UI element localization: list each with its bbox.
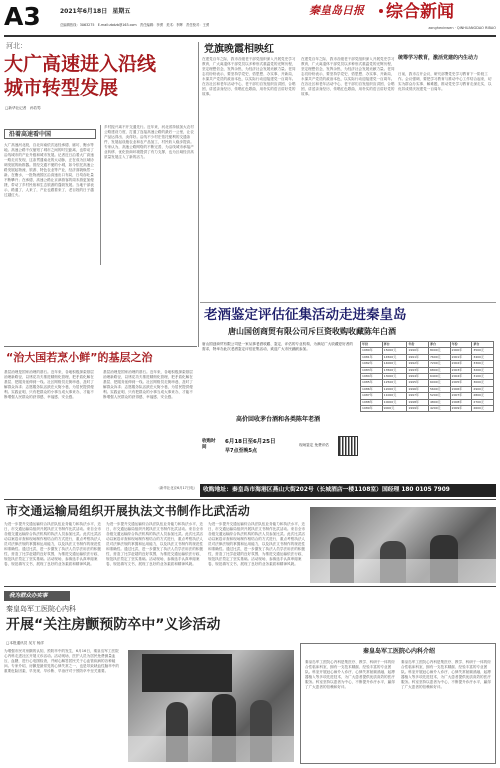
main-article xyxy=(4,40,196,268)
ad-subheadline: 唐山国创商贸有限公司斥巨资收购收藏陈年白酒 xyxy=(228,327,396,336)
right-top-headline: 党旗晚霞相映红 xyxy=(204,44,274,55)
side-box xyxy=(300,643,496,764)
main-body-col1: 大广高速河北段，自北向南依次途经承德、廊坊、衡水等地。高速公路不仅缩短了城市之间的时空距离，也带动了沿线城市的产业升级和城市发展。记者近日沿着大广高速一路走访发现，这条贯通南北的大动脉，正在成为区域协调发展的助推器。曾经交通不便的小城，如今依托高速公路发展起物流、旅游、特色农业等产业，经济面貌焕然一新。在衡水，一批物流园区沿高速出口布局，日均吞吐量不断攀升；在承德，高速公路让京津游客的周末游更加便捷，带动了乡村民宿和生态旅游的蓬勃发展。当地干部表示，路通了，人来了，产业也跟着来了，老百姓的日子越过越红火。 xyxy=(4,143,94,197)
column-divider xyxy=(100,125,101,265)
ad-table-cell: 6000元 xyxy=(429,380,451,386)
editor-line: 总编辑热线：3063275 E-mail:zbdzb@163.com 责任编辑：李勇 美术：李辉 责任校对：王勇 xyxy=(60,23,210,27)
banner-box xyxy=(4,591,70,601)
section-dot xyxy=(379,9,383,13)
ad-table-cell: 3000元 xyxy=(472,380,494,386)
bottom-headline: 开展“关注房颤预防卒中”义诊活动 xyxy=(6,617,221,633)
main-kicker: 河北： xyxy=(6,42,27,50)
ad-table-cell: 2004年 xyxy=(450,374,472,380)
middle-body-col2: 为进一步提升交通运输综合执法队伍业务能力和执法水平，近日，市交通运输局组织开展执法文书制作比武活动。来自全市各级交通运输综合执法机构的执法人员参加比武。此次比武活动以案卷评查和现场制作相结合的方式进行，重点考察执法人员对法律法规的掌握和运用能力，以及执法文书制作的规范性和准确性。通过比武，进一步激发了执法人员学法用法的积极性，营造了比学赶超的良好氛围，为推进交通运输依法行政、规范执法奠定了坚实基础。活动现场，参赛选手认真审阅案卷，规范填写文书，展现了良好的业务素质和精神风貌。 xyxy=(106,522,204,566)
banner-text: 我为群众办实事 xyxy=(9,593,48,599)
ad-table-cell: 2002年 xyxy=(450,361,472,367)
bottom-photo xyxy=(128,650,294,762)
sub-heading: 沿着高速看中国 xyxy=(9,131,52,138)
middle-rule xyxy=(4,499,496,500)
main-byline: □新华社记者 孙若男 xyxy=(5,106,41,110)
ad-table-cell: 2007年 xyxy=(450,393,472,399)
ad-table-cell: 3200元 xyxy=(472,367,494,373)
ad-table-cell: 3400元 xyxy=(472,354,494,360)
ad-table-cell: 2009年 xyxy=(450,406,472,412)
main-headline-line2: 城市转型发展 xyxy=(4,77,119,99)
page-header xyxy=(0,0,500,40)
ad-table-cell: 13000元 xyxy=(382,374,407,380)
middle-body-col3: 为进一步提升交通运输综合执法队伍业务能力和执法水平，近日，市交通运输局组织开展执法文书制作比武活动。来自全市各级交通运输综合执法机构的执法人员参加比武。此次比武活动以案卷评查和现场制作相结合的方式进行，重点考察执法人员对法律法规的掌握和运用能力，以及执法文书制作的规范性和准确性。通过比武，进一步激发了执法人员学法用法的积极性，营造了比学赶超的良好氛围，为推进交通运输依法行政、规范执法奠定了坚实基础。活动现场，参赛选手认真审阅案卷，规范填写文书，展现了良好的业务素质和精神风貌。 xyxy=(208,522,306,566)
photo-desk xyxy=(310,559,496,583)
right-top2-headline: 统筹学习教育，激活党建的内生动力 xyxy=(398,55,479,61)
ad-table-cell: 5600元 xyxy=(429,386,451,392)
ad-table-cell: 1999年 xyxy=(407,406,429,412)
ad-table-cell: 1990年 xyxy=(407,348,429,354)
ad-table-cell: 14000元 xyxy=(382,361,407,367)
bottom-left-article xyxy=(4,348,197,500)
ad-table-cell: 6800元 xyxy=(429,367,451,373)
ad-table-cell: 14500元 xyxy=(382,354,407,360)
side-title: 秦皇岛军工医院心内科介绍 xyxy=(362,648,435,655)
bottom-section xyxy=(4,588,496,766)
ad-table-cell: 2000年 xyxy=(450,348,472,354)
ad-hotline: 现场鉴定 免费评估 xyxy=(299,443,329,447)
ad-table-cell: 15000元 xyxy=(382,348,407,354)
ad-table-cell: 1985年 xyxy=(361,380,383,386)
ad-table-cell: 1984年 xyxy=(361,374,383,380)
sub-heading-box xyxy=(4,129,96,139)
ad-table-cell: 2600元 xyxy=(472,406,494,412)
date-text: 2021年6月18日 xyxy=(60,8,108,15)
ad-high-price: 高价回收茅台酒和各类陈年老酒 xyxy=(235,416,320,423)
ad-table-cell: 2001年 xyxy=(450,354,472,360)
side-body-col1: 秦皇岛军工医院心内科是集医疗、教学、科研于一体的综合性临床科室，拥有一支技术精湛、经验丰富的专业团队。科室开展冠心病介入诊疗、心律失常射频消融、起搏器植入等多项先进技术，为广大患者提供优质高效的医疗服务。科室坚持以患者为中心，不断提升诊疗水平，赢得了广大患者的信赖和好评。 xyxy=(305,660,395,689)
ad-table-cell: 2700元 xyxy=(472,399,494,405)
ad-table-cell: 7600元 xyxy=(429,354,451,360)
ad-dates: 6月18日至6月25日 xyxy=(225,439,276,445)
section-pinyin: zonghexinwen · QINHUANGDAO RIBAO xyxy=(428,26,496,30)
bottom-left-headline: “治大国若烹小鲜”的基层之治 xyxy=(6,351,153,364)
ad-table-cell: 3100元 xyxy=(472,374,494,380)
photo-banner xyxy=(142,654,232,692)
ad-table-cell: 1980年 xyxy=(361,348,383,354)
ad-table-cell: 2003年 xyxy=(450,367,472,373)
photo-table xyxy=(128,736,294,762)
ad-table-cell: 1983年 xyxy=(361,367,383,373)
side-body-col2: 秦皇岛军工医院心内科是集医疗、教学、科研于一体的综合性临床科室，拥有一支技术精湛、经验丰富的专业团队。科室开展冠心病介入诊疗、心律失常射频消融、起搏器植入等多项先进技术，为广大患者提供优质高效的医疗服务。科室坚持以患者为中心，不断提升诊疗水平，赢得了广大患者的信赖和好评。 xyxy=(401,660,491,689)
ad-table-cell: 2008年 xyxy=(450,399,472,405)
header-rule xyxy=(4,35,496,37)
issue-date xyxy=(60,8,130,16)
bottom-left-rule xyxy=(4,346,197,347)
ad-table-cell: 7200元 xyxy=(429,361,451,367)
ad-body: 唐山国创商贸有限公司是一家从事老酒收藏、鉴定、评估的专业机构，为满足广大收藏爱好者的需求，特举办此次老酒鉴定评估征集活动，欢迎广大市民踊跃参加。 xyxy=(202,342,353,351)
ad-table-cell: 3500元 xyxy=(472,348,494,354)
ad-table-cell: 1993年 xyxy=(407,367,429,373)
ad-block xyxy=(200,302,496,497)
ad-hours: 早7点至晚5点 xyxy=(225,448,257,454)
bottom-rule xyxy=(4,586,496,587)
ad-table-cell: 10000元 xyxy=(382,399,407,405)
right-top-article-2 xyxy=(398,40,496,302)
ad-table-cell: 4200元 xyxy=(429,406,451,412)
bottom-body: 为增强市民对房颤的认知，预防卒中的发生，6月16日，秦皇岛军工医院心内科走进社区开展义诊活动。活动现场，医护人员为居民免费测量血压、血糖，进行心电图检查，并耐心解答居民关于心血管疾病的各种疑问。专家介绍，房颤是最常见的心律失常之一，也是导致缺血性脑卒中的重要危险因素，早发现、早诊断、早治疗对于预防卒中至关重要。 xyxy=(4,649,119,673)
ad-table-row xyxy=(361,406,494,412)
section-title: 综合新闻 xyxy=(386,2,454,22)
ad-table-cell: 1995年 xyxy=(407,380,429,386)
paper-name: 秦皇岛日报 xyxy=(309,4,364,17)
ad-table-cell: 1981年 xyxy=(361,354,383,360)
ad-table-cell: 5200元 xyxy=(429,393,451,399)
middle-body-col1: 为进一步提升交通运输综合执法队伍业务能力和执法水平，近日，市交通运输局组织开展执法文书制作比武活动。来自全市各级交通运输综合执法机构的执法人员参加比武。此次比武活动以案卷评查和现场制作相结合的方式进行，重点考察执法人员对法律法规的掌握和运用能力，以及执法文书制作的规范性和准确性。通过比武，进一步激发了执法人员学法用法的积极性，营造了比学赶超的良好氛围，为推进交通运输依法行政、规范执法奠定了坚实基础。活动现场，参赛选手认真审阅案卷，规范填写文书，展现了良好的业务素质和精神风貌。 xyxy=(4,522,102,566)
ad-table-header-cell: 年份 xyxy=(361,342,383,348)
right-column-divider xyxy=(198,42,199,347)
ad-table-cell: 1986年 xyxy=(361,386,383,392)
ad-table-cell: 4800元 xyxy=(429,399,451,405)
right-top-body-col1: 在建党百年之际，我市各级老干部党组织深入开展党史学习教育，广大离退休干部党员以多种形式重温党的光辉历程，坚定理想信念，发挥余热，为经济社会发展贡献力量。老同志们纷纷表示，要坚持学党史、悟思想、办实事、开新局，永葆共产党员的政治本色，以实际行动迎接建党一百周年。在各社区和老年活动中心，老干部们自发组织宣讲团、合唱团，讲述亲身经历，传唱红色歌曲，用朴实的语言讲好党的故事。 xyxy=(202,57,296,96)
ad-address-bar: 收购地址：秦皇岛市海港区燕山大街202号（长城酒店一楼1108室）国经理 180 0105 7909 xyxy=(200,484,496,497)
ad-price-table xyxy=(360,341,494,412)
ad-table-header-cell: 茅台 xyxy=(429,342,451,348)
bottom-left-body-col2: 基层治理是国家治理的基石。近年来，各地积极探索基层治理新路径，以绣花功夫推进精细化管理，把矛盾化解在基层、把服务延伸到一线。社区网格员走街串巷，及时了解群众诉求；志愿服务队活跃在大街小巷，为居民提供便利。实践证明，只有把群众的小事当成大事来办，才能不断增强人民群众的获得感、幸福感、安全感。 xyxy=(103,370,193,399)
right-top2-body: 日前，我市召开会议，研究部署党史学习教育下一阶段工作。会议强调，要把学习教育与推动中心工作结合起来，切实为群众办实事、解难题，推动党史学习教育走深走实，以优异成绩庆祝建党一百周年。 xyxy=(398,72,492,91)
ad-table-cell: 2006年 xyxy=(450,386,472,392)
ad-headline: 老酒鉴定评估征集活动走进秦皇岛 xyxy=(204,307,407,323)
ad-table-cell: 12500元 xyxy=(382,380,407,386)
ad-table-cell: 8000元 xyxy=(429,348,451,354)
main-headline-line1: 大广高速进入沿线 xyxy=(4,53,157,75)
ad-table-header-cell: 年份 xyxy=(450,342,472,348)
right-top-article xyxy=(202,40,398,302)
ad-table-cell: 1987年 xyxy=(361,393,383,399)
bottom-left-body-col1: 基层治理是国家治理的基石。近年来，各地积极探索基层治理新路径，以绣花功夫推进精细化管理，把矛盾化解在基层、把服务延伸到一线。社区网格员走街串巷，及时了解群众诉求；志愿服务队活跃在大街小巷，为居民提供便利。实践证明，只有把群众的小事当成大事来办，才能不断增强人民群众的获得感、幸福感、安全感。 xyxy=(4,370,94,399)
bottom-left-footer: （新华社北京6月17日电） xyxy=(156,486,197,490)
ad-table-cell: 1994年 xyxy=(407,374,429,380)
middle-headline: 市交通运输局组织开展执法文书制作比武活动 xyxy=(6,504,251,518)
ad-table-cell: 2800元 xyxy=(472,393,494,399)
ad-table-cell: 11000元 xyxy=(382,393,407,399)
ad-table-header-cell: 茅台 xyxy=(382,342,407,348)
bottom-byline: □本报通讯员 吴方 杨洋 xyxy=(6,641,45,645)
ad-table-cell: 13500元 xyxy=(382,367,407,373)
ad-table-cell: 1988年 xyxy=(361,399,383,405)
ad-table-cell: 3300元 xyxy=(472,361,494,367)
right-top-body-col2: 在建党百年之际，我市各级老干部党组织深入开展党史学习教育，广大离退休干部党员以多种形式重温党的光辉历程，坚定理想信念，发挥余热，为经济社会发展贡献力量。老同志们纷纷表示，要坚持学党史、悟思想、办实事、开新局，永葆共产党员的政治本色，以实际行动迎接建党一百周年。在各社区和老年活动中心，老干部们自发组织宣讲团、合唱团，讲述亲身经历，传唱红色歌曲，用朴实的语言讲好党的故事。 xyxy=(301,57,395,96)
ad-qr-code xyxy=(338,436,358,456)
ad-table-header-cell: 年份 xyxy=(407,342,429,348)
middle-photo xyxy=(310,507,496,583)
weekday-text: 星期五 xyxy=(112,8,131,15)
bottom-org: 秦皇岛军工医院心内科 xyxy=(6,605,76,613)
ad-table-cell: 9000元 xyxy=(382,406,407,412)
ad-table-cell: 2900元 xyxy=(472,386,494,392)
ad-dates-label: 收购时间 xyxy=(202,439,216,450)
ad-table-cell: 1982年 xyxy=(361,361,383,367)
main-body-col2: 乡村振兴离不开交通先行。近年来，河北省持续加大农村公路建设力度，打通了连接高速公路的最后一公里，让农产品运得出、卖得好。沿线不少村庄依托便利的交通条件，发展起设施农业和农产品加工，村民收入稳步提高。专家认为，高速公路网络的不断完善，为沿线城市承接产业转移、优化营商环境提供了有力支撑，也为区域经济高质量发展注入了新的活力。 xyxy=(104,125,194,159)
ad-table-cell: 6400元 xyxy=(429,374,451,380)
ad-table-cell: 2005年 xyxy=(450,380,472,386)
ad-table-cell: 1989年 xyxy=(361,406,383,412)
middle-article xyxy=(4,501,496,585)
ad-table-cell: 1996年 xyxy=(407,386,429,392)
page-code: A3 xyxy=(4,2,41,31)
ad-table-cell: 1991年 xyxy=(407,354,429,360)
ad-table-header-cell: 茅台 xyxy=(472,342,494,348)
ad-table-cell: 1992年 xyxy=(407,361,429,367)
ad-table-cell: 12000元 xyxy=(382,386,407,392)
ad-table-cell: 1998年 xyxy=(407,399,429,405)
ad-table-cell: 1997年 xyxy=(407,393,429,399)
